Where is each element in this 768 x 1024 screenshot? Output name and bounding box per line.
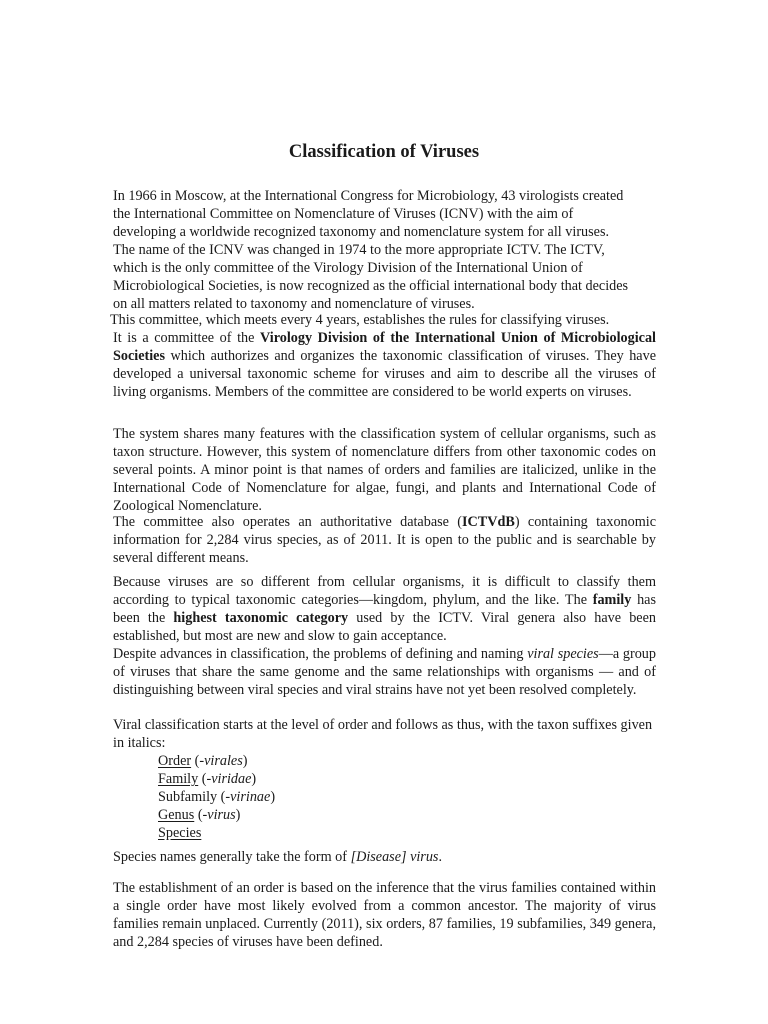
text-run: The committee also operates an authoritative database ( xyxy=(113,514,462,530)
text-run: —a group of viruses that share the same genome and the same relationships with organisms — and of distinguishing between viral species and viral strains have not yet been resolved completely. xyxy=(113,646,656,698)
text-run: ) xyxy=(242,753,248,769)
taxon-list xyxy=(113,752,701,842)
bold-term: highest taxonomic category xyxy=(173,610,349,626)
text-run: ( xyxy=(217,789,226,805)
text-run: ) xyxy=(235,807,241,823)
taxon-suffix: -virus xyxy=(202,807,236,823)
paragraph-family xyxy=(113,573,656,645)
bold-term: Virology Division of the International Union of Microbiological Societies xyxy=(113,330,656,364)
taxon-item xyxy=(158,770,701,788)
taxon-name: Subfamily xyxy=(158,789,218,805)
italic-term: [Disease] virus xyxy=(350,849,439,865)
taxon-suffix: -viridae xyxy=(206,771,252,787)
taxon-name: Species xyxy=(158,825,202,841)
text-line: which is the only committee of the Virology Division of the International Union of xyxy=(113,260,583,276)
taxon-name: Family xyxy=(158,771,199,787)
text-line: In 1966 in Moscow, at the International Congress for Microbiology, 43 virologists created xyxy=(113,188,624,204)
text-line: on all matters related to taxonomy and nomenclature of viruses. xyxy=(113,296,475,312)
text-line: developing a worldwide recognized taxonomy and nomenclature system for all viruses. xyxy=(113,224,610,240)
paragraph-committee xyxy=(113,329,656,401)
taxon-suffix: -virinae xyxy=(225,789,271,805)
bold-term: family xyxy=(592,592,632,608)
paragraph-species-names xyxy=(113,848,656,866)
text-run: Despite advances in classification, the problems of defining and naming xyxy=(113,646,528,662)
paragraph-species xyxy=(113,645,656,699)
taxon-name: Genus xyxy=(158,807,195,823)
taxon-item xyxy=(158,824,701,842)
taxon-item xyxy=(158,806,701,824)
taxon-item xyxy=(158,788,701,806)
taxon-name: Order xyxy=(158,753,192,769)
paragraph-system: The system shares many features with the classification system of cellular organisms, such as taxon structure. However, this system of nomenclature differs from other taxonomic codes on several points. A minor point is that names of orders and families are italicized, unlike in the International Code of Nomenclature for algae, fungi, and plants and International Code of Zoological Nomenclature. xyxy=(113,426,656,514)
text-run: . xyxy=(438,849,442,865)
paragraph-taxon-intro: Viral classification starts at the level of order and follows as thus, with the taxon suffixes given in italics: xyxy=(113,717,653,751)
text-run: ) containing taxonomic information for 2,284 virus species, as of 2011. It is open to the public and is searchable by several different means. xyxy=(113,514,656,566)
paragraph-database xyxy=(113,513,656,567)
text-line: Microbiological Societies, is now recognized as the official international body that decides xyxy=(113,278,629,294)
text-line: the International Committee on Nomenclature of Viruses (ICNV) with the aim of xyxy=(113,206,574,222)
paragraph-history xyxy=(113,187,656,313)
text-run: It is a committee of the xyxy=(113,330,261,346)
taxon-item xyxy=(158,752,701,770)
text-run: Because viruses are so different from cellular organisms, it is difficult to classify them according to typical taxonomic categories—kingdom, phylum, and the like. The xyxy=(113,574,656,608)
text-line: The name of the ICNV was changed in 1974 to the more appropriate ICTV. The ICTV, xyxy=(113,242,605,258)
text-run: Species names generally take the form of xyxy=(113,849,351,865)
text-run: ( xyxy=(191,753,200,769)
text-run: which authorizes and organizes the taxonomic classification of viruses. They have developed a universal taxonomic scheme for viruses and aim to describe all the viruses of living organisms. Members of the committee are considered to be world experts on viruses. xyxy=(113,348,656,400)
text-run: has been the xyxy=(113,592,656,626)
italic-term: viral species xyxy=(527,646,599,662)
text-run: ( xyxy=(198,771,207,787)
document-title: Classification of Viruses xyxy=(288,142,480,162)
bold-term: ICTVdB xyxy=(462,514,515,530)
paragraph-committee-meets: This committee, which meets every 4 years, establishes the rules for classifying viruses. xyxy=(110,312,610,328)
taxon-suffix: -virales xyxy=(199,753,243,769)
text-run: used by the ICTV. Viral genera also have been established, but most are new and slow to gain acceptance. xyxy=(113,610,656,644)
text-run: ) xyxy=(251,771,257,787)
text-run: ) xyxy=(270,789,276,805)
paragraph-orders: The establishment of an order is based on the inference that the virus families contained within a single order have most likely evolved from a common ancestor. The majority of virus families remain unplaced. Currently (2011), six orders, 87 families, 19 subfamilies, 349 genera, and 2,284 species of viruses have been defined. xyxy=(113,880,656,950)
text-run: ( xyxy=(194,807,203,823)
